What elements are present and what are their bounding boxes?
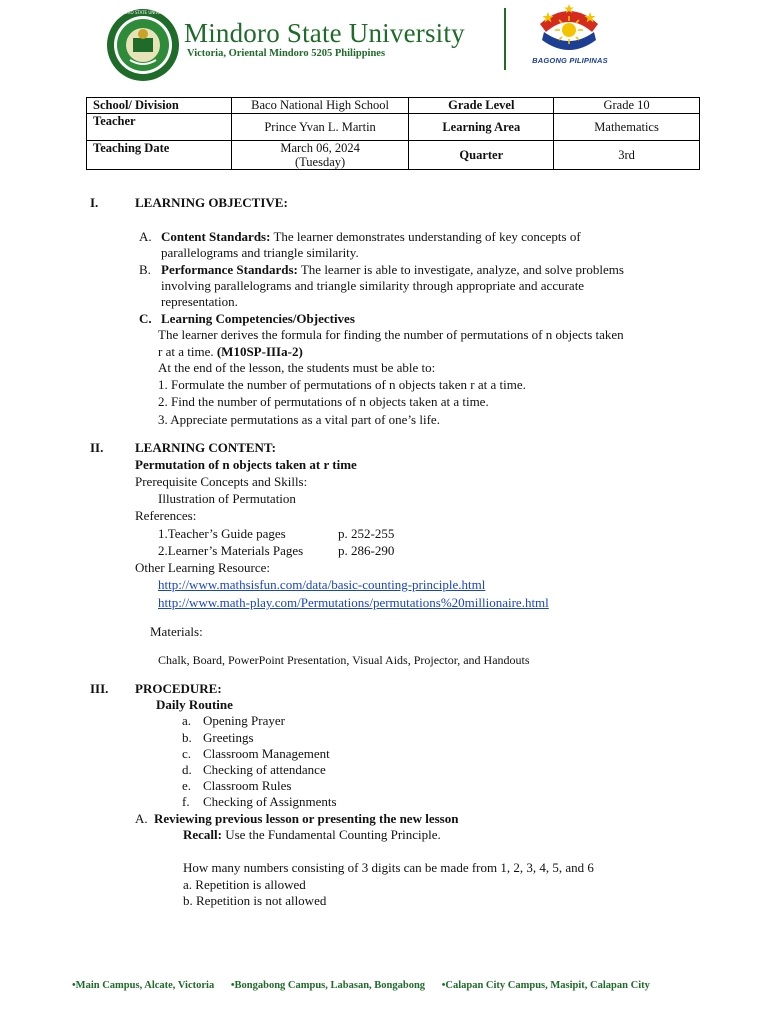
performance-standards <box>161 262 624 278</box>
university-name: Mindoro State University <box>184 18 465 48</box>
recall-line <box>183 827 441 843</box>
date-value: March 06, 2024 <box>280 141 360 155</box>
routine-letter: e. <box>182 778 192 793</box>
competencies-label: Learning Competencies/Objectives <box>161 311 355 326</box>
section-3-numeral: III. <box>90 681 109 696</box>
quarter-label: Quarter <box>409 141 554 170</box>
section-1-numeral: I. <box>90 195 99 210</box>
grade-value: Grade 10 <box>554 98 700 114</box>
routine-letter: f. <box>182 794 190 809</box>
routine-item: Checking of Assignments <box>203 794 337 809</box>
routine-item: Greetings <box>203 730 254 745</box>
question-option-a: a. Repetition is allowed <box>183 877 306 892</box>
performance-standards-text-2: involving parallelograms and triangle similarity through appropriate and accurate <box>161 278 585 293</box>
date-day: (Tuesday) <box>294 155 346 169</box>
grade-label: Grade Level <box>409 98 554 114</box>
footer-campus-calapan: •Calapan City Campus, Masipit, Calapan City <box>441 980 650 991</box>
performance-standards-letter: B. <box>139 262 151 277</box>
routine-letter: d. <box>182 762 192 777</box>
materials-value: Chalk, Board, PowerPoint Presentation, Visual Aids, Projector, and Handouts <box>158 653 530 667</box>
competency-code: (M10SP-IIIa-2) <box>216 344 303 359</box>
routine-letter: c. <box>182 746 192 761</box>
daily-routine-label: Daily Routine <box>156 697 233 712</box>
reference-1-label: 1.Teacher’s Guide pages <box>158 526 286 541</box>
recall-text: Use the Fundamental Counting Principle. <box>221 827 441 842</box>
footer-campus-bongabong: •Bongabong Campus, Labasan, Bongabong <box>230 980 426 991</box>
reference-1-pages: p. 252-255 <box>338 526 395 541</box>
prerequisite-label: Prerequisite Concepts and Skills: <box>135 474 308 489</box>
bagong-pilipinas-text: BAGONG PILIPINAS <box>532 56 608 65</box>
procedure-a-letter: A. <box>135 811 148 826</box>
recall-label: Recall: <box>183 827 222 842</box>
university-address: Victoria, Oriental Mindoro 5205 Philippines <box>187 48 386 59</box>
competencies-text-1: The learner derives the formula for finding the number of permutations of n objects taken <box>158 327 624 342</box>
teacher-value: Prince Yvan L. Martin <box>231 114 409 141</box>
content-standards-label: Content Standards: <box>161 229 271 244</box>
teacher-label: Teacher <box>87 114 232 141</box>
reference-2-pages: p. 286-290 <box>338 543 395 558</box>
school-label: School/ Division <box>87 98 232 114</box>
header-divider <box>504 8 506 70</box>
section-2-numeral: II. <box>90 440 104 455</box>
reference-2-label: 2.Learner’s Materials Pages <box>158 543 304 558</box>
lesson-topic: Permutation of n objects taken at r time <box>135 457 357 472</box>
other-resource-label: Other Learning Resource: <box>135 560 271 575</box>
competencies-text-2a: r at a time. <box>158 344 217 359</box>
content-standards-letter: A. <box>139 229 152 244</box>
objective-item: 3. Appreciate permutations as a vital part of one’s life. <box>158 412 440 427</box>
references-label: References: <box>135 508 197 523</box>
routine-letter: a. <box>182 713 192 728</box>
prerequisite-value: Illustration of Permutation <box>158 491 296 506</box>
section-1-heading: LEARNING OBJECTIVE: <box>135 195 288 210</box>
materials-label: Materials: <box>150 624 203 639</box>
area-value: Mathematics <box>554 114 700 141</box>
objective-item: 1. Formulate the number of permutations of n objects taken r at a time. <box>158 377 526 392</box>
lesson-info-table <box>86 97 700 170</box>
performance-standards-text-3: representation. <box>161 294 238 309</box>
footer-campus-main: •Main Campus, Alcate, Victoria <box>72 980 215 991</box>
area-label: Learning Area <box>409 114 554 141</box>
competencies-letter: C. <box>139 311 152 326</box>
objective-item: 2. Find the number of permutations of n objects taken at a time. <box>158 394 489 409</box>
school-value: Baco National High School <box>231 98 409 114</box>
competencies-text-2 <box>158 344 303 360</box>
routine-item: Checking of attendance <box>203 762 326 777</box>
section-2-heading: LEARNING CONTENT: <box>135 440 276 455</box>
quarter-value: 3rd <box>554 141 700 170</box>
routine-item: Classroom Rules <box>203 778 292 793</box>
content-standards-text-2: parallelograms and triangle similarity. <box>161 245 359 260</box>
content-standards <box>161 229 581 245</box>
resource-link-1[interactable]: http://www.mathsisfun.com/data/basic-counting-principle.html <box>158 577 486 592</box>
procedure-a-heading: Reviewing previous lesson or presenting the new lesson <box>154 811 459 826</box>
university-seal <box>106 8 180 82</box>
routine-letter: b. <box>182 730 192 745</box>
routine-item: Classroom Management <box>203 746 330 761</box>
recall-question: How many numbers consisting of 3 digits can be made from 1, 2, 3, 4, 5, and 6 <box>183 860 594 875</box>
date-cell <box>231 141 409 170</box>
question-option-b: b. Repetition is not allowed <box>183 893 327 908</box>
content-standards-text: The learner demonstrates understanding of key concepts of <box>270 229 581 244</box>
routine-item: Opening Prayer <box>203 713 285 728</box>
resource-link-2[interactable]: http://www.math-play.com/Permutations/permutations%20millionaire.html <box>158 595 549 610</box>
campus-footer <box>72 980 664 991</box>
performance-standards-text: The learner is able to investigate, analyze, and solve problems <box>297 262 624 277</box>
section-3-heading: PROCEDURE: <box>135 681 222 696</box>
performance-standards-label: Performance Standards: <box>161 262 298 277</box>
bagong-pilipinas-logo <box>534 2 604 58</box>
seal-text: MINDORO STATE UNIVERSITY <box>113 10 173 15</box>
competencies-text-3: At the end of the lesson, the students must be able to: <box>158 360 436 375</box>
date-label: Teaching Date <box>87 141 232 170</box>
